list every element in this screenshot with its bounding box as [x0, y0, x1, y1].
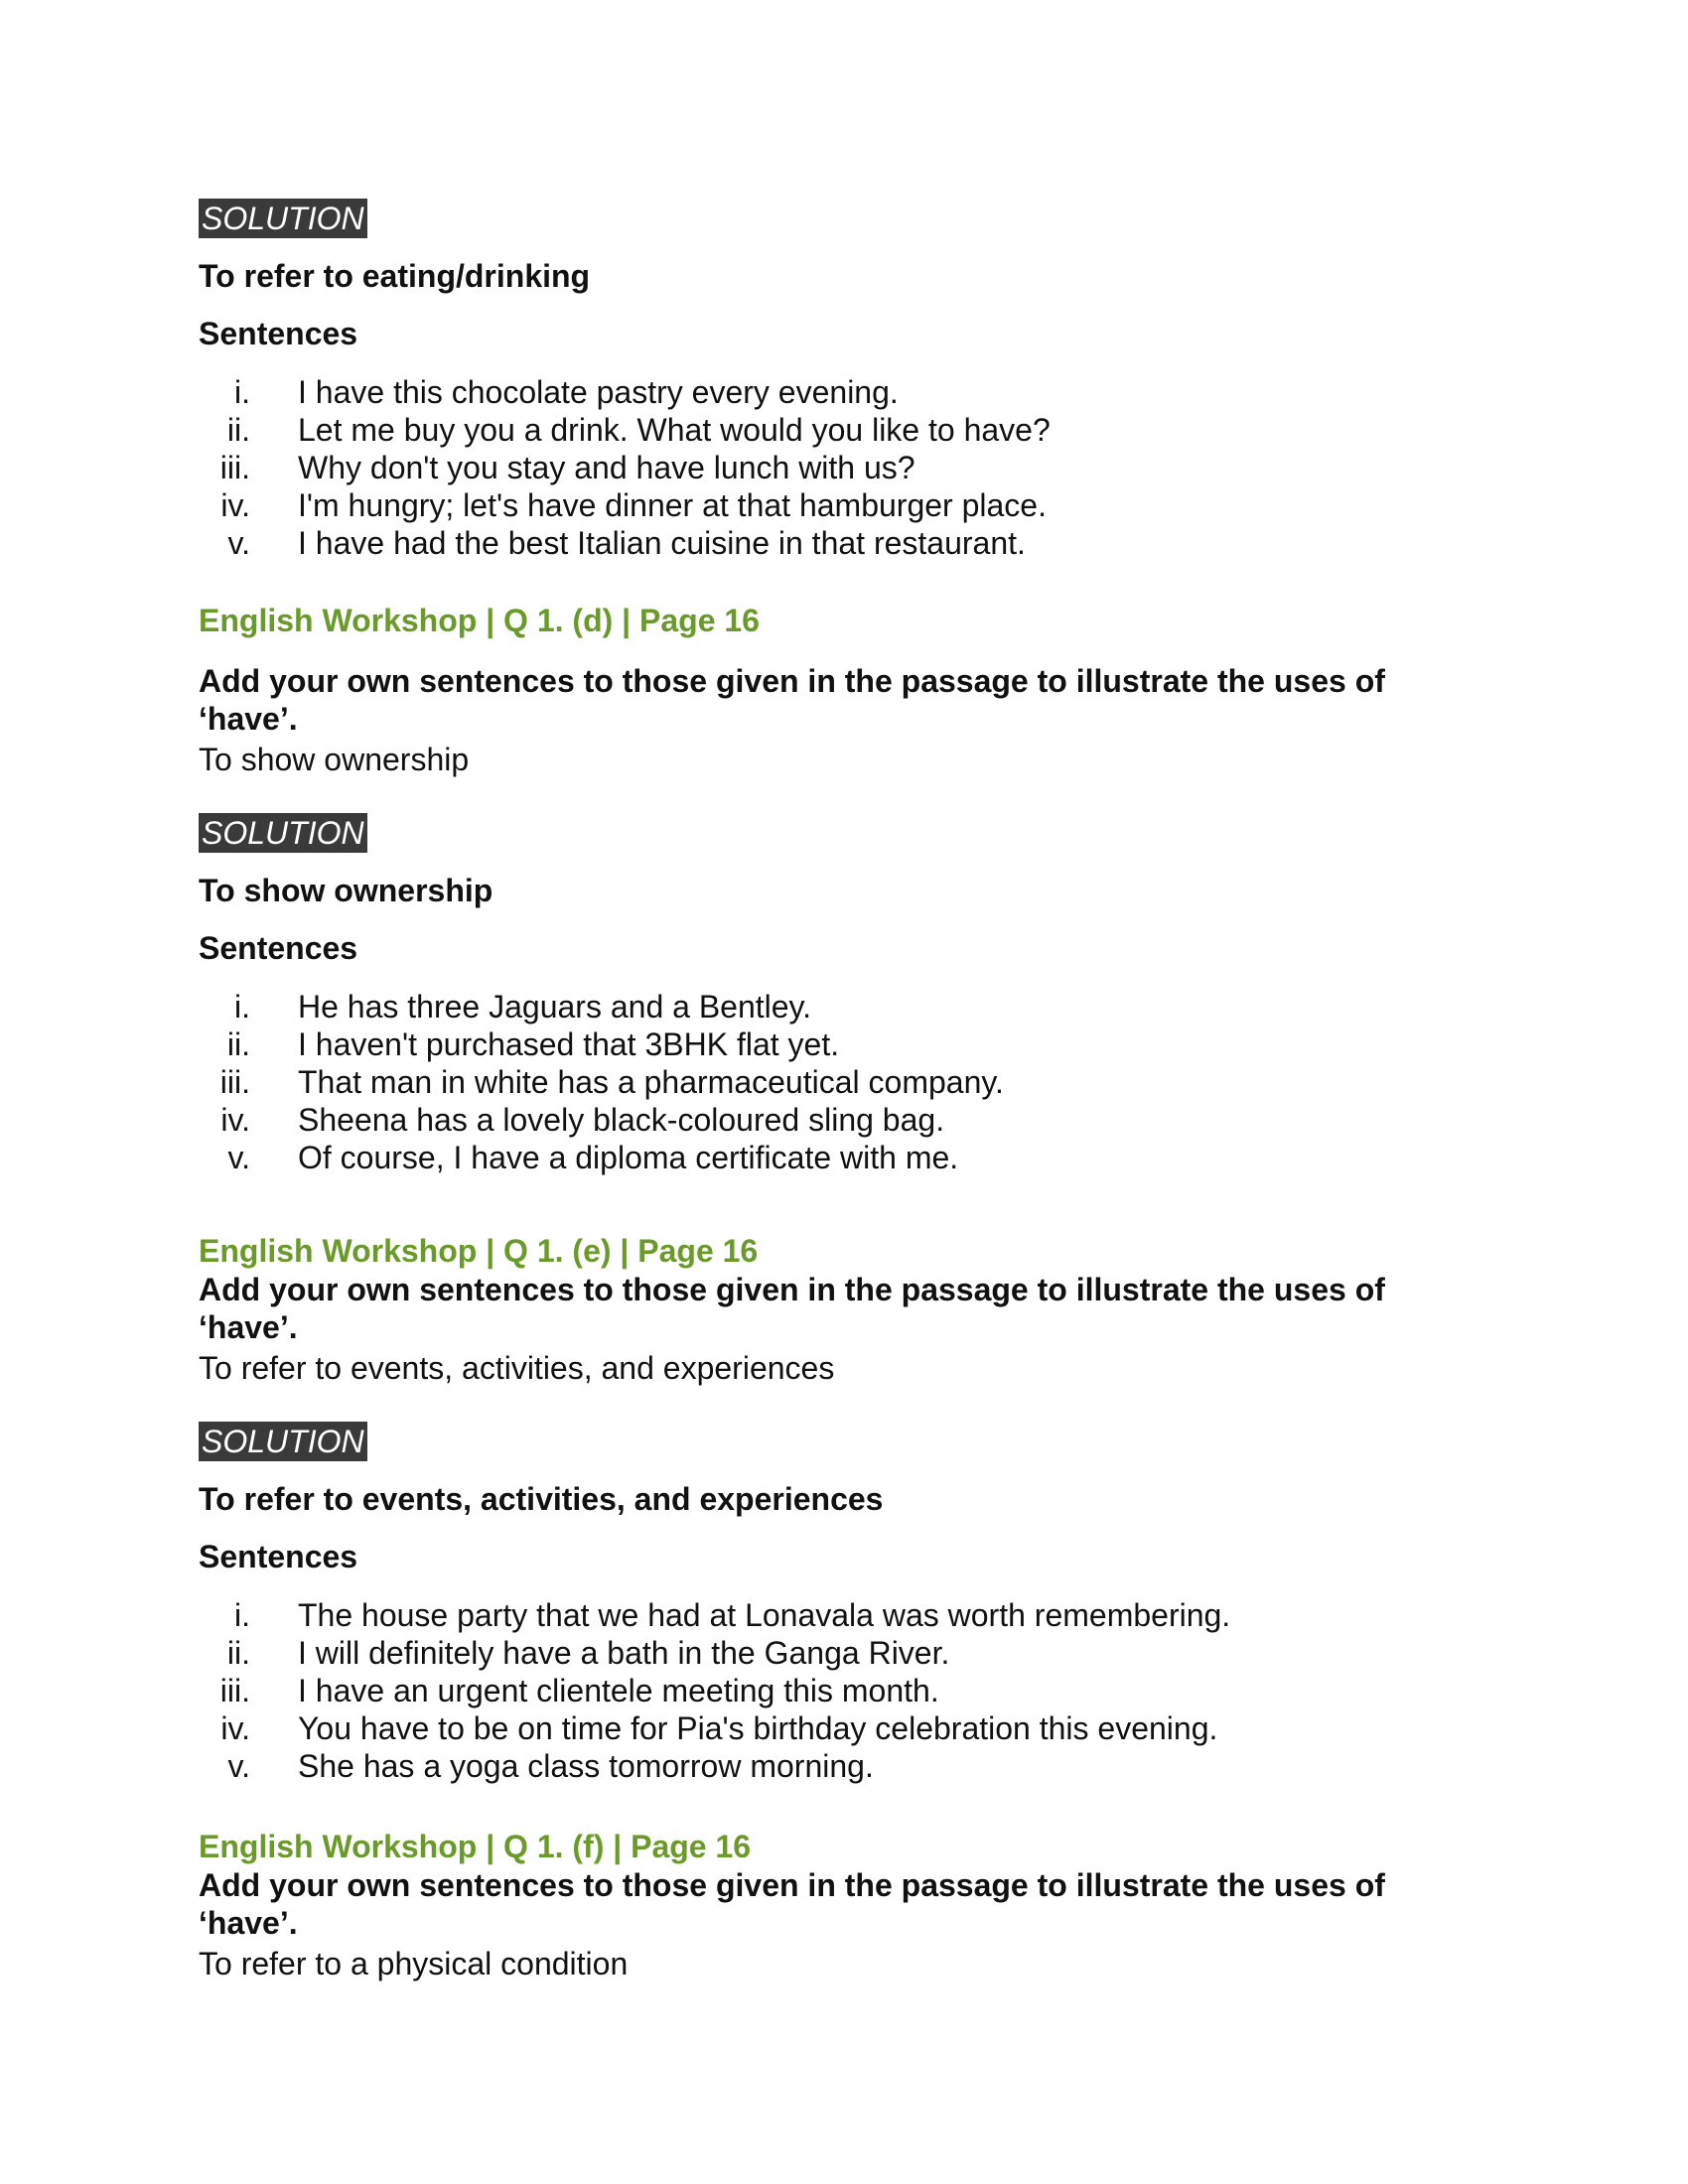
list-number: iv.	[220, 1102, 250, 1138]
sentences-heading: Sentences	[199, 1539, 358, 1574]
solution-badge: SOLUTION	[199, 813, 367, 853]
list-item	[199, 1747, 1489, 1785]
sentence-text: Let me buy you a drink. What would you like to have?	[298, 412, 1051, 448]
question-topic: To refer to events, activities, and experiences	[199, 1350, 835, 1386]
sentence-text: Sheena has a lovely black-coloured sling bag.	[298, 1102, 945, 1138]
sentence-text: He has three Jaguars and a Bentley.	[298, 989, 812, 1024]
list-number: iii.	[219, 1064, 250, 1100]
solution-badge: SOLUTION	[199, 1422, 367, 1461]
list-item	[199, 1101, 1489, 1139]
list-item	[199, 411, 1489, 449]
sentence-text: That man in white has a pharmaceutical company.	[298, 1064, 1004, 1100]
list-number: iii.	[219, 1673, 250, 1708]
sentence-text: I haven't purchased that 3BHK flat yet.	[298, 1026, 840, 1062]
solution-section-eating	[199, 199, 1489, 562]
list-number: iv.	[220, 487, 250, 523]
list-number: ii.	[226, 1026, 250, 1062]
question-prompt: Add your own sentences to those given in the passage to illustrate the uses of ‘have’.	[199, 663, 1385, 737]
list-item	[199, 1596, 1489, 1634]
list-number: iv.	[220, 1710, 250, 1746]
solution-heading: To refer to events, activities, and experiences	[199, 1481, 884, 1517]
sentence-text: You have to be on time for Pia's birthday celebration this evening.	[298, 1710, 1218, 1746]
sentence-list	[199, 988, 1489, 1176]
question-title: English Workshop | Q 1. (e) | Page 16	[199, 1233, 759, 1269]
list-item	[199, 524, 1489, 562]
sentences-heading: Sentences	[199, 316, 358, 351]
list-item	[199, 1139, 1489, 1176]
sentence-text: I have an urgent clientele meeting this month.	[298, 1673, 939, 1708]
solution-heading: To refer to eating/drinking	[199, 258, 591, 294]
list-number: v.	[227, 1748, 250, 1784]
list-item	[199, 1709, 1489, 1747]
solution-badge: SOLUTION	[199, 199, 367, 238]
sentence-text: She has a yoga class tomorrow morning.	[298, 1748, 874, 1784]
list-number: v.	[227, 1140, 250, 1175]
question-section-f	[199, 1827, 1489, 1983]
sentence-list	[199, 1596, 1489, 1785]
list-number: ii.	[226, 1635, 250, 1671]
list-item	[199, 449, 1489, 486]
sentence-text: I'm hungry; let's have dinner at that hamburger place.	[298, 487, 1047, 523]
sentence-text: I have had the best Italian cuisine in that restaurant.	[298, 525, 1026, 561]
question-section-d	[199, 601, 1489, 1176]
list-item	[199, 1634, 1489, 1672]
sentence-list	[199, 373, 1489, 562]
solution-heading: To show ownership	[199, 873, 493, 908]
question-prompt: Add your own sentences to those given in the passage to illustrate the uses of ‘have’.	[199, 1867, 1385, 1941]
sentences-heading: Sentences	[199, 930, 358, 966]
list-item	[199, 988, 1489, 1025]
list-item	[199, 1672, 1489, 1709]
question-title: English Workshop | Q 1. (d) | Page 16	[199, 603, 760, 638]
question-topic: To show ownership	[199, 742, 470, 777]
list-number: ii.	[226, 412, 250, 448]
question-topic: To refer to a physical condition	[199, 1946, 629, 1981]
list-number: i.	[234, 989, 250, 1024]
question-title: English Workshop | Q 1. (f) | Page 16	[199, 1829, 752, 1864]
sentence-text: I have this chocolate pastry every evening.	[298, 374, 899, 410]
sentence-text: Why don't you stay and have lunch with us?	[298, 450, 915, 485]
question-section-e	[199, 1231, 1489, 1785]
sentence-text: I will definitely have a bath in the Ganga River.	[298, 1635, 950, 1671]
question-prompt: Add your own sentences to those given in the passage to illustrate the uses of ‘have’.	[199, 1272, 1385, 1345]
list-item	[199, 1025, 1489, 1063]
list-number: v.	[227, 525, 250, 561]
list-item	[199, 373, 1489, 411]
list-item	[199, 1063, 1489, 1101]
sentence-text: The house party that we had at Lonavala was worth remembering.	[298, 1597, 1231, 1633]
list-item	[199, 486, 1489, 524]
sentence-text: Of course, I have a diploma certificate with me.	[298, 1140, 959, 1175]
list-number: i.	[234, 1597, 250, 1633]
list-number: iii.	[219, 450, 250, 485]
list-number: i.	[234, 374, 250, 410]
